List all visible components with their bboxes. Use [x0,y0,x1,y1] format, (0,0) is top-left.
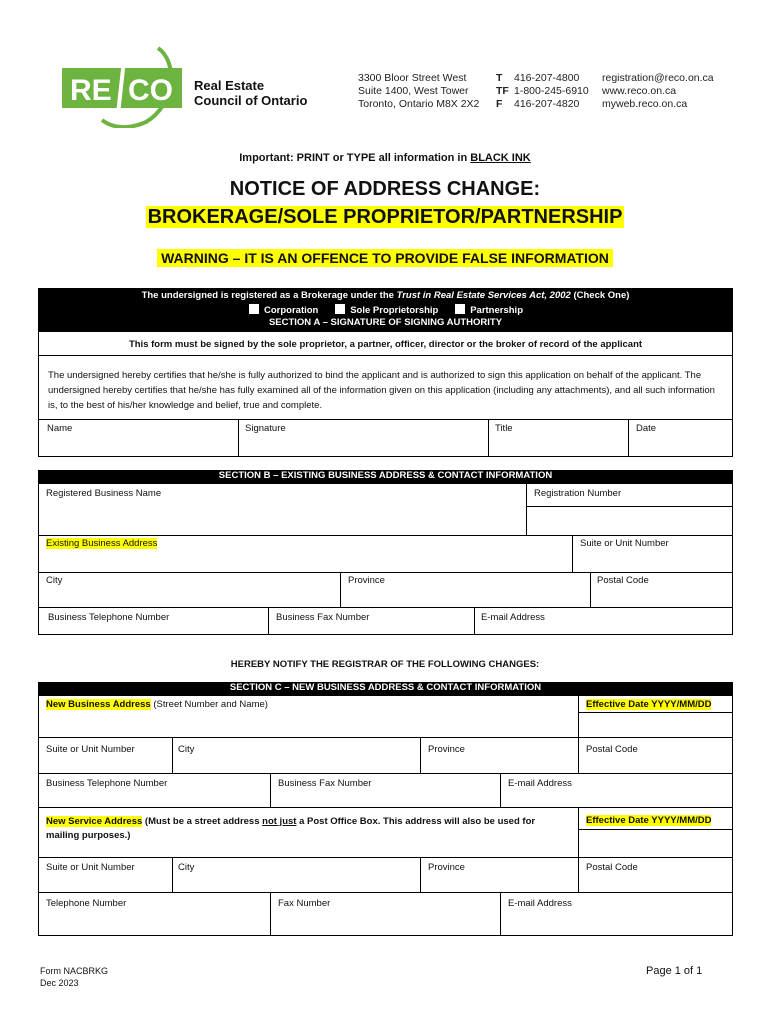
service-suite-label: Suite or Unit Number [46,862,135,873]
service-postal-code-label: Postal Code [586,862,638,873]
form-identifier [40,965,108,989]
phone-label: TF [496,85,509,97]
myweb-link: myweb.reco.on.ca [602,98,688,110]
new-province-input[interactable] [422,757,576,771]
svg-text:RE: RE [70,74,112,107]
black-ink-text: BLACK INK [470,152,531,164]
sole-proprietorship-label: Sole Proprietorship [350,305,439,316]
registration-email: registration@reco.on.ca [602,72,714,84]
postal-code-input[interactable] [592,589,731,605]
registration-intro: The undersigned is registered as a Brokerage under the [141,290,397,301]
email-label: E-mail Address [481,612,545,623]
suite-label: Suite or Unit Number [580,538,669,549]
new-email-label: E-mail Address [508,778,572,789]
new-business-fax-input[interactable] [272,791,498,805]
section-c-header: SECTION C – NEW BUSINESS ADDRESS & CONTACT INFORMATION [38,682,733,695]
warning-text: WARNING – IT IS AN OFFENCE TO PROVIDE FALSE INFORMATION [157,249,613,267]
address-line: Suite 1400, West Tower [358,85,469,97]
phone-value: 416-207-4800 [514,72,580,84]
section-b-header: SECTION B – EXISTING BUSINESS ADDRESS & CONTACT INFORMATION [38,470,733,483]
service-city-input[interactable] [174,876,418,890]
service-effective-date-label: Effective Date YYYY/MM/DD [586,815,712,826]
service-fax-label: Fax Number [278,898,331,909]
new-service-address-input[interactable] [40,843,576,855]
title-label: Title [495,423,513,434]
title-input[interactable] [490,436,626,456]
registered-business-name-input[interactable] [40,502,524,532]
existing-business-address-label: Existing Business Address [46,538,158,549]
new-business-address-label: New Business Address [46,699,151,710]
sole-proprietorship-checkbox[interactable] [334,303,346,315]
service-fax-input[interactable] [272,912,498,934]
service-email-input[interactable] [502,912,731,934]
new-suite-input[interactable] [40,757,170,771]
date-label: Date [636,423,657,434]
existing-business-address-input[interactable] [40,552,570,570]
new-postal-code-label: Postal Code [586,744,638,755]
important-text: Important: PRINT or TYPE all information in [239,152,471,164]
certification-text: The undersigned hereby certifies that he/she is fully authorized to bind the applicant and is authorized to sign this application on behalf of the applicant. The undersigned hereby certifies that he/she has fully examined all of the information given on this application (including any attachments), and all such information is, to the best of his/her knowledge and belief, true and complete. [48,370,715,411]
check-one-text: (Check One) [570,290,630,301]
address-line: Toronto, Ontario M8X 2X2 [358,98,480,110]
form-date: Dec 2023 [40,978,79,988]
registration-number-label: Registration Number [534,488,622,499]
org-line-1: Real Estate [194,78,265,93]
signing-instruction: This form must be signed by the sole proprietor, a partner, officer, director or the broker of record of the applicant [128,339,643,350]
notify-registrar-text: HEREBY NOTIFY THE REGISTRAR OF THE FOLLOWING CHANGES: [230,659,540,670]
new-business-telephone-label: Business Telephone Number [46,778,168,789]
warning-banner [0,250,770,268]
website-link: www.reco.on.ca [602,85,677,97]
phone-label: T [496,72,503,84]
signature-label: Signature [245,423,286,434]
suite-input[interactable] [574,552,731,570]
city-label: City [46,575,63,586]
service-postal-code-input[interactable] [580,876,731,890]
service-province-label: Province [428,862,465,873]
registration-number-input[interactable] [528,508,731,533]
province-label: Province [348,575,385,586]
new-business-telephone-input[interactable] [40,791,268,805]
service-note-part2: a Post Office Box. This address will also be used for mailing purposes.) [46,816,536,841]
partnership-label: Partnership [470,305,523,316]
contact-links [602,72,714,111]
service-province-input[interactable] [422,876,576,890]
important-note [0,152,770,164]
org-line-2: Council of Ontario [194,93,308,108]
phone-numbers [496,72,589,111]
corporation-label: Corporation [264,305,319,316]
signature-input[interactable] [240,436,486,456]
postal-code-label: Postal Code [597,575,649,586]
form-title: NOTICE OF ADDRESS CHANGE: [229,178,541,200]
service-email-label: E-mail Address [508,898,572,909]
svg-text:CO: CO [128,74,173,107]
address-line: 3300 Bloor Street West [358,72,467,84]
service-telephone-label: Telephone Number [46,898,127,909]
name-label: Name [47,423,73,434]
service-telephone-input[interactable] [40,912,268,934]
new-city-label: City [178,744,195,755]
new-email-input[interactable] [502,791,731,805]
sole-proprietorship-option[interactable] [334,305,438,316]
new-business-address-input[interactable] [40,713,576,735]
new-service-address-label: New Service Address [46,816,143,827]
name-input[interactable] [40,436,236,456]
reco-logo [58,42,188,128]
business-telephone-label: Business Telephone Number [48,612,170,623]
service-effective-date-input[interactable] [580,831,731,855]
registration-type-bar [38,288,733,331]
act-name: Trust in Real Estate Services Act, 2002 [396,290,571,301]
partnership-option[interactable] [454,305,523,316]
partnership-checkbox[interactable] [454,303,466,315]
registered-business-name-label: Registered Business Name [46,488,162,499]
business-fax-input[interactable] [270,624,472,634]
phone-value: 416-207-4820 [514,98,580,110]
corporation-option[interactable] [248,305,318,316]
new-suite-label: Suite or Unit Number [46,744,135,755]
page-number: Page 1 of 1 [646,965,703,977]
service-city-label: City [178,862,195,873]
service-suite-input[interactable] [40,876,170,890]
form-id: Form NACBRKG [40,966,109,976]
effective-date-input[interactable] [580,714,731,735]
date-input[interactable] [630,436,730,456]
section-a-header: SECTION A – SIGNATURE OF SIGNING AUTHORITY [268,317,503,328]
form-subtitle [0,206,770,229]
form-subtitle-text: BROKERAGE/SOLE PROPRIETOR/PARTNERSHIP [147,206,623,228]
organization-name [194,78,307,108]
new-business-address-note: (Street Number and Name) [150,699,268,710]
mailing-address [358,72,479,111]
business-telephone-input[interactable] [40,624,266,634]
service-note-not-just: not just [262,816,297,827]
city-input[interactable] [40,589,338,605]
new-city-input[interactable] [174,757,418,771]
phone-label: F [496,98,503,110]
province-input[interactable] [342,589,588,605]
new-province-label: Province [428,744,465,755]
business-fax-label: Business Fax Number [276,612,370,623]
corporation-checkbox[interactable] [248,303,260,315]
new-postal-code-input[interactable] [580,757,731,771]
service-note-part1: (Must be a street address [142,816,263,827]
effective-date-label: Effective Date YYYY/MM/DD [586,699,712,710]
phone-value: 1-800-245-6910 [514,85,589,97]
new-business-fax-label: Business Fax Number [278,778,372,789]
email-input[interactable] [476,624,731,634]
